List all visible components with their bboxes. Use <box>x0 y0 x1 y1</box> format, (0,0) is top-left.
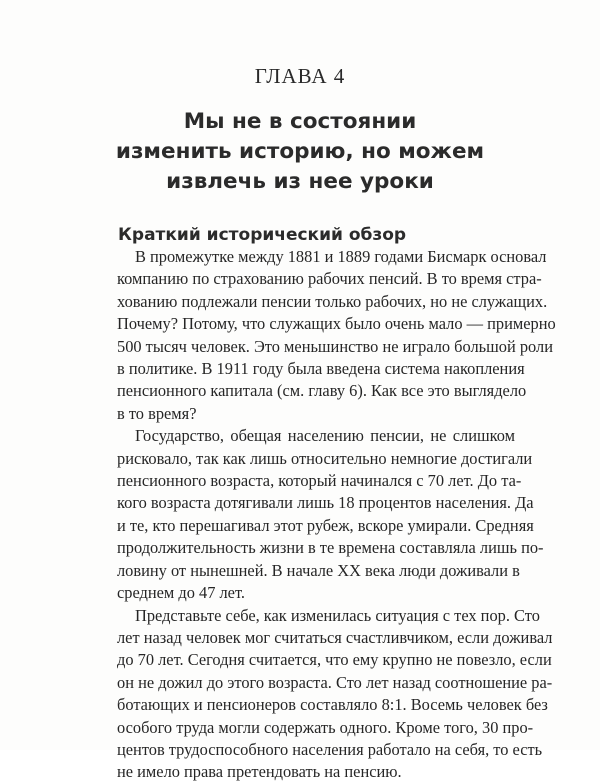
text-line: компанию по страхованию рабочих пенсий. В то время стра- <box>117 269 542 289</box>
text-line: в то время? <box>117 403 197 423</box>
chapter-title-line: Мы не в состоянии <box>183 109 417 134</box>
text-line: он не дожил до этого возраста. Сто лет назад соотношение ра- <box>117 672 553 692</box>
text-line: центов трудоспособного населения работало на себя, то есть <box>117 739 543 759</box>
text-line: Почему? Потому, что служащих было очень мало — примерно <box>117 314 556 334</box>
text-line: не имело права претендовать на пенсию. <box>117 762 402 782</box>
chapter-label: ГЛАВА 4 <box>254 64 346 88</box>
paragraph-3 <box>117 605 553 784</box>
text-line: Представьте себе, как изменилась ситуация с тех пор. Сто <box>135 605 540 625</box>
chapter-title-line: изменить историю, но можем <box>115 139 485 164</box>
text-line: ботающих и пенсионеров составляло 8:1. Восемь человек без <box>117 695 548 715</box>
text-line: и те, кто перешагивал этот рубеж, вскоре умирали. Средняя <box>117 515 534 535</box>
section-heading: Краткий исторический обзор <box>118 225 407 245</box>
text-line: ловину от нынешней. В начале XX века люди доживали в <box>117 560 520 580</box>
body-text <box>117 246 556 784</box>
paragraph-2 <box>117 425 544 604</box>
text-line: В промежутке между 1881 и 1889 годами Бисмарк основал <box>135 247 547 266</box>
text-line: кого возраста дотягивали лишь 18 процентов населения. Да <box>117 493 534 513</box>
text-line: до 70 лет. Сегодня считается, что ему крупно не повезло, если <box>117 650 552 670</box>
text-line: лет назад человек мог считаться счастливчиком, если доживал <box>117 627 553 647</box>
text-line: особого труда могли содержать одного. Кроме того, 30 про- <box>117 717 534 737</box>
text-line: пенсионного капитала (см. главу 6). Как все это выглядело <box>117 381 527 401</box>
text-line: в политике. В 1911 году была введена система накопления <box>117 359 525 379</box>
text-line: пенсионного возраста, который начинался с 70 лет. До та- <box>117 471 522 491</box>
text-line: продолжительность жизни в те времена составляла лишь по- <box>117 538 544 558</box>
chapter-title <box>60 107 540 197</box>
paragraph-1 <box>117 246 556 425</box>
text-line: хованию подлежали пенсии только рабочих, но не служащих. <box>117 291 548 311</box>
text-line: 500 тысяч человек. Это меньшинство не играло большой роли <box>117 336 553 356</box>
text-line: рисковало, так как лишь относительно немногие достигали <box>117 448 533 468</box>
text-line: среднем до 47 лет. <box>117 583 245 603</box>
chapter-title-line: извлечь из нее уроки <box>166 169 434 194</box>
text-line: Государство, обещая населению пенсии, не слишком <box>135 426 515 446</box>
